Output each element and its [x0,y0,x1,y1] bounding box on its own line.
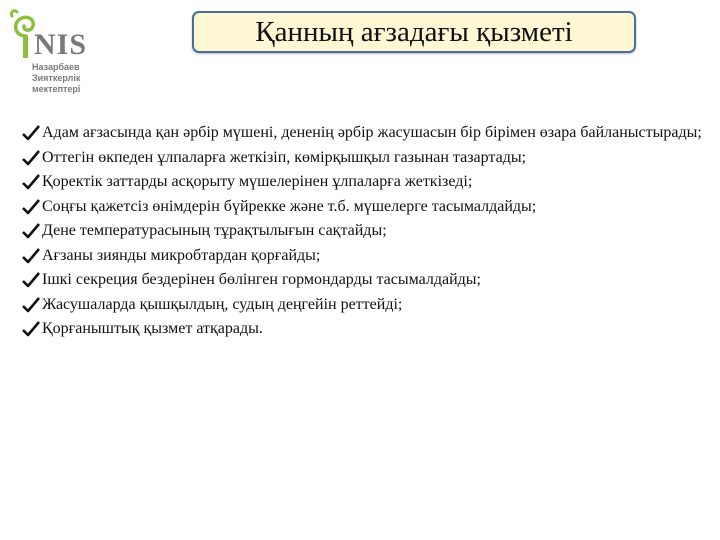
bullet-item [20,170,710,195]
logo-subtitle [32,62,102,95]
slide-title: Қанның ағзадағы қызметі [255,15,573,48]
bullet-text: Дене температурасының тұрақтылығын сақтайды; [42,222,387,239]
bullet-text: Оттегін өкпеден ұлпаларға жеткізіп, көмірқышқыл газынан тазартады; [42,148,527,166]
logo-subtitle-line: Назарбаев [32,62,80,72]
checkmark-icon [22,321,40,337]
logo-subtitle-line: мектептері [32,84,81,94]
checkmark-icon [22,125,40,141]
logo-wordmark: NIS [34,28,88,61]
bullet-item [20,268,710,293]
bullet-text: Адам ағзасында қан әрбір мүшені, дененің әрбір жасушасын бір бірімен өзара байланыстырады; [42,124,702,141]
bullet-text: Ағзаны зиянды микробтардан қорғайды; [42,246,321,264]
slide-title-box [192,11,636,53]
bullet-item [20,146,710,171]
checkmark-icon [22,174,40,190]
checkmark-icon [22,272,40,288]
logo-subtitle-line: Зияткерлік [32,73,81,83]
bullet-item [20,293,710,318]
checkmark-icon [22,297,40,313]
bullet-text: Ішкі секреция бездерінен бөлінген гормондарды тасымалдайды; [42,271,481,288]
bullet-text: Жасушаларда қышқылдың, судың деңгейін реттейді; [42,295,403,313]
bullet-item [20,219,710,244]
bullet-item [20,121,710,146]
bullet-text: Соңғы қажетсіз өнімдерін бүйрекке және т.б. мүшелерге тасымалдайды; [42,197,537,215]
bullet-item [20,244,710,269]
checkmark-icon [22,248,40,264]
bullet-text: Қоректік заттарды асқорыту мүшелерінен ұлпаларға жеткізеді; [42,173,473,190]
bullet-list [20,121,710,342]
checkmark-icon [22,199,40,215]
nis-logo [6,6,96,96]
checkmark-icon [22,223,40,239]
bullet-text: Қорғаныштық қызмет атқарады. [42,320,263,337]
bullet-item [20,195,710,220]
bullet-item [20,317,710,342]
checkmark-icon [22,150,40,166]
